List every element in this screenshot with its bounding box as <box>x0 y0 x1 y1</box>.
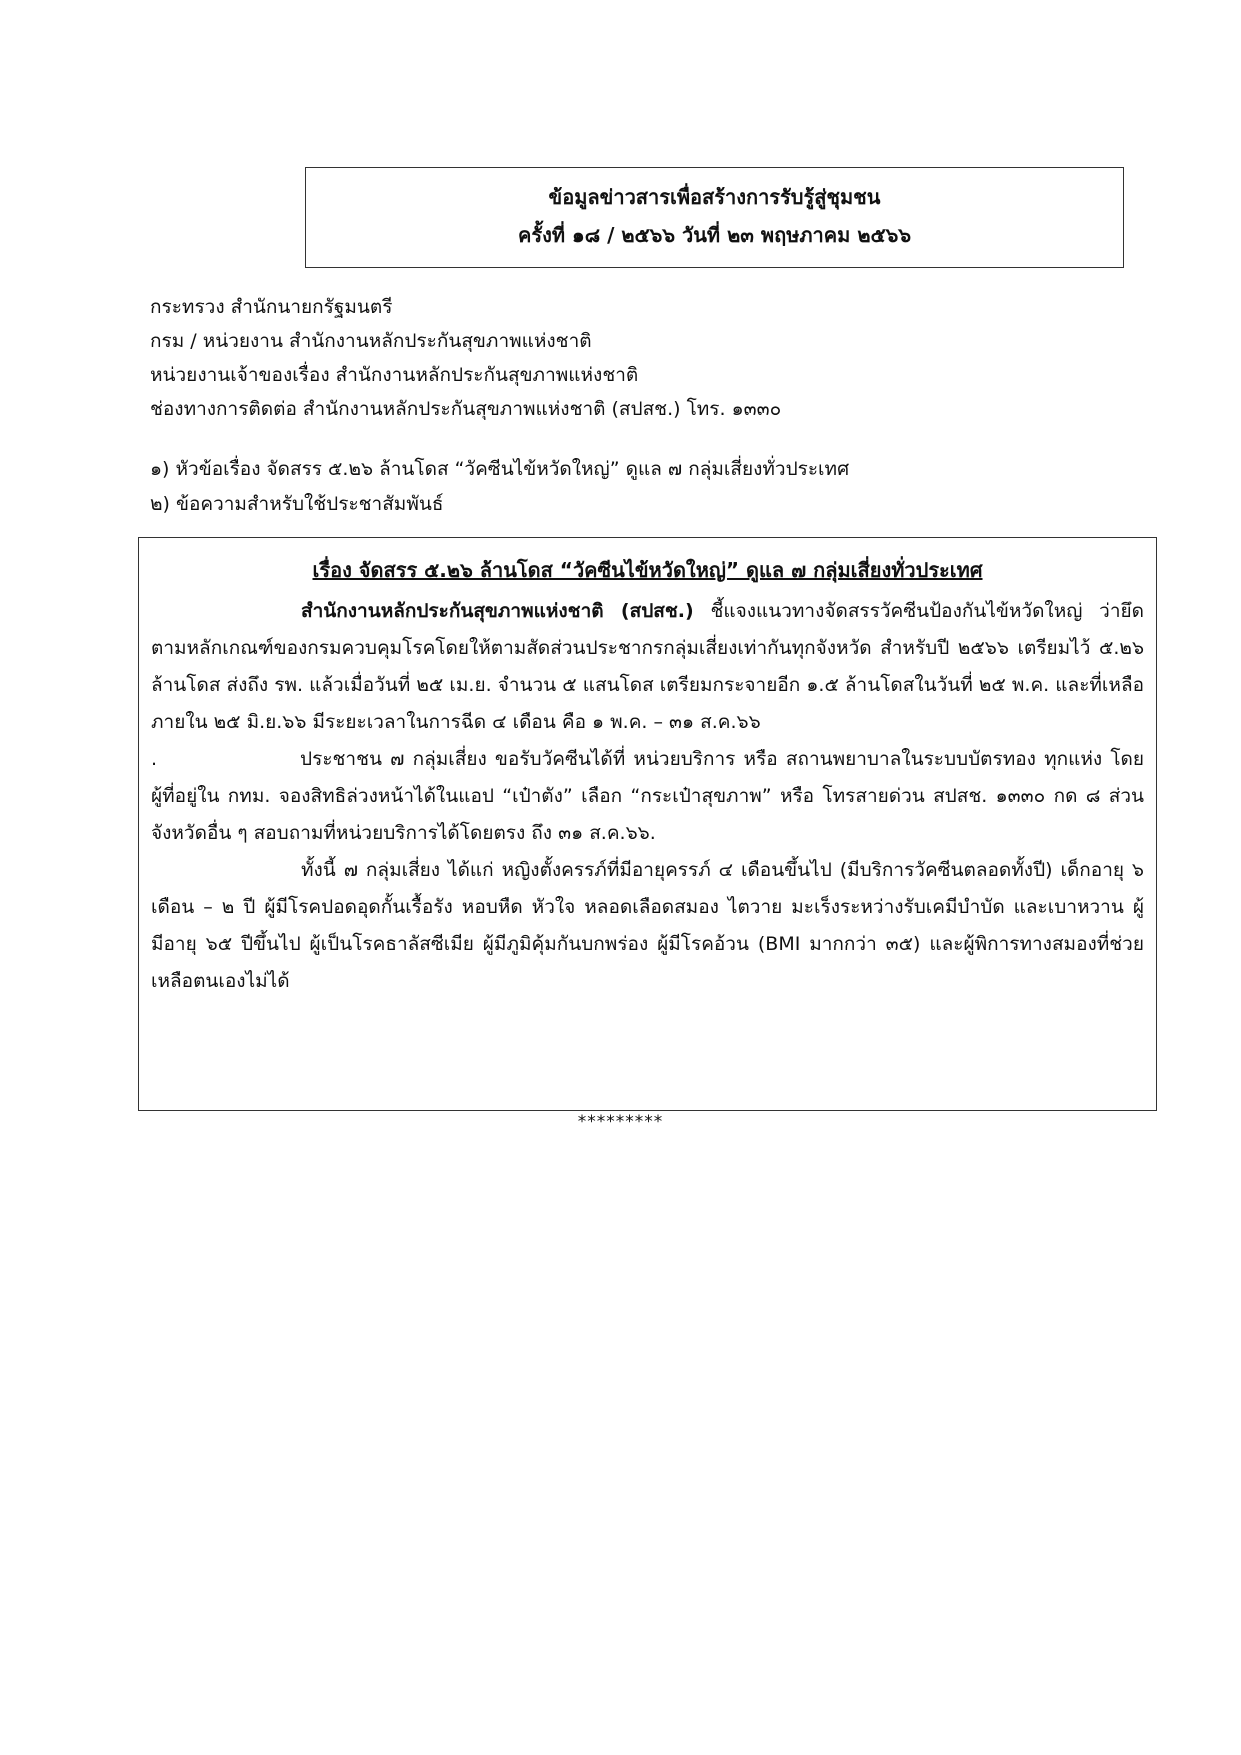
paragraph-2-lead: . <box>151 748 158 770</box>
paragraph-2-text: ประชาชน ๗ กลุ่มเสี่ยง ขอรับวัคซีนได้ที่ หน่วยบริการ หรือ สถานพยาบาลในระบบบัตรทอง ทุกแห่ง โดย ผู้ที่อยู่ใน กทม. จองสิทธิล่วงหน้าได้ในแอป “เป๋าตัง” เลือก “กระเป๋าสุขภาพ” หรือ โทรสายด่วน สปสช. ๑๓๓๐ กด ๘ ส่วนจังหวัดอื่น ๆ สอบถามที่หน่วยบริการได้โดยตรง ถึง ๓๑ ส.ค.๖๖. <box>151 748 1144 844</box>
meta-owner: หน่วยงานเจ้าของเรื่อง สำนักงานหลักประกันสุขภาพแห่งชาติ <box>150 364 639 386</box>
meta-department: กรม / หน่วยงาน สำนักงานหลักประกันสุขภาพแห่งชาติ <box>150 330 592 352</box>
press-release-paragraph-3 <box>151 852 1144 1000</box>
paragraph-1-text: ชี้แจงแนวทางจัดสรรวัคซีนป้องกันไข้หวัดใหญ่ ว่ายึดตามหลักเกณฑ์ของกรมควบคุมโรคโดยให้ตามสัดส่วนประชากรกลุ่มเสี่ยงเท่ากันทุกจังหวัด สำหรับปี ๒๕๖๖ เตรียมไว้ ๕.๒๖ ล้านโดส ส่งถึง รพ. แล้วเมื่อวันที่ ๒๕ เม.ย. จำนวน ๕ แสนโดส เตรียมกระจายอีก ๑.๕ ล้านโดสในวันที่ ๒๕ พ.ค. และที่เหลือภายใน ๒๕ มิ.ย.๖๖ มีระยะเวลาในการฉีด ๔ เดือน คือ ๑ พ.ค. – ๓๑ ส.ค.๖๖ <box>151 600 1144 733</box>
topic-1: ๑) หัวข้อเรื่อง จัดสรร ๕.๒๖ ล้านโดส “วัคซีนไข้หวัดใหญ่” ดูแล ๗ กลุ่มเสี่ยงทั่วประเทศ <box>150 458 850 480</box>
header-issue-date: ครั้งที่ ๑๘ / ๒๕๖๖ วันที่ ๒๓ พฤษภาคม ๒๕๖๖ <box>517 223 912 247</box>
press-release-paragraph-1 <box>151 593 1144 741</box>
topic-2: ๒) ข้อความสำหรับใช้ประชาสัมพันธ์ <box>150 493 444 515</box>
meta-block <box>150 290 1150 426</box>
meta-contact: ช่องทางการติดต่อ สำนักงานหลักประกันสุขภาพแห่งชาติ (สปสช.) โทร. ๑๓๓๐ <box>150 398 782 420</box>
paragraph-3-text: ทั้งนี้ ๗ กลุ่มเสี่ยง ได้แก่ หญิงตั้งครรภ์ที่มีอายุครรภ์ ๔ เดือนขึ้นไป (มีบริการวัคซีนตลอดทั้งปี) เด็กอายุ ๖ เดือน – ๒ ปี ผู้มีโรคปอดอุดกั้นเรื้อรัง หอบหืด หัวใจ หลอดเลือดสมอง ไตวาย มะเร็งระหว่างรับเคมีบำบัด และเบาหวาน ผู้มีอายุ ๖๕ ปีขึ้นไป ผู้เป็นโรคธาลัสซีเมีย ผู้มีภูมิคุ้มกันบกพร่อง ผู้มีโรคอ้วน (BMI มากกว่า ๓๕) และผู้พิการทางสมองที่ช่วยเหลือตนเองไม่ได้ <box>151 859 1144 992</box>
topics-block <box>150 452 1150 522</box>
end-marker: ********* <box>577 1112 664 1132</box>
press-release-paragraph-2 <box>151 741 1144 852</box>
agency-name: สำนักงานหลักประกันสุขภาพแห่งชาติ (สปสช.) <box>301 600 694 622</box>
press-release-title: เรื่อง จัดสรร ๕.๒๖ ล้านโดส “วัคซีนไข้หวัดใหญ่” ดูแล ๗ กลุ่มเสี่ยงทั่วประเทศ <box>312 558 983 582</box>
header-box <box>305 167 1124 268</box>
meta-ministry: กระทรวง สำนักนายกรัฐมนตรี <box>150 296 393 318</box>
header-title: ข้อมูลข่าวสารเพื่อสร้างการรับรู้สู่ชุมชน <box>548 185 881 209</box>
press-release-box <box>138 537 1157 1111</box>
